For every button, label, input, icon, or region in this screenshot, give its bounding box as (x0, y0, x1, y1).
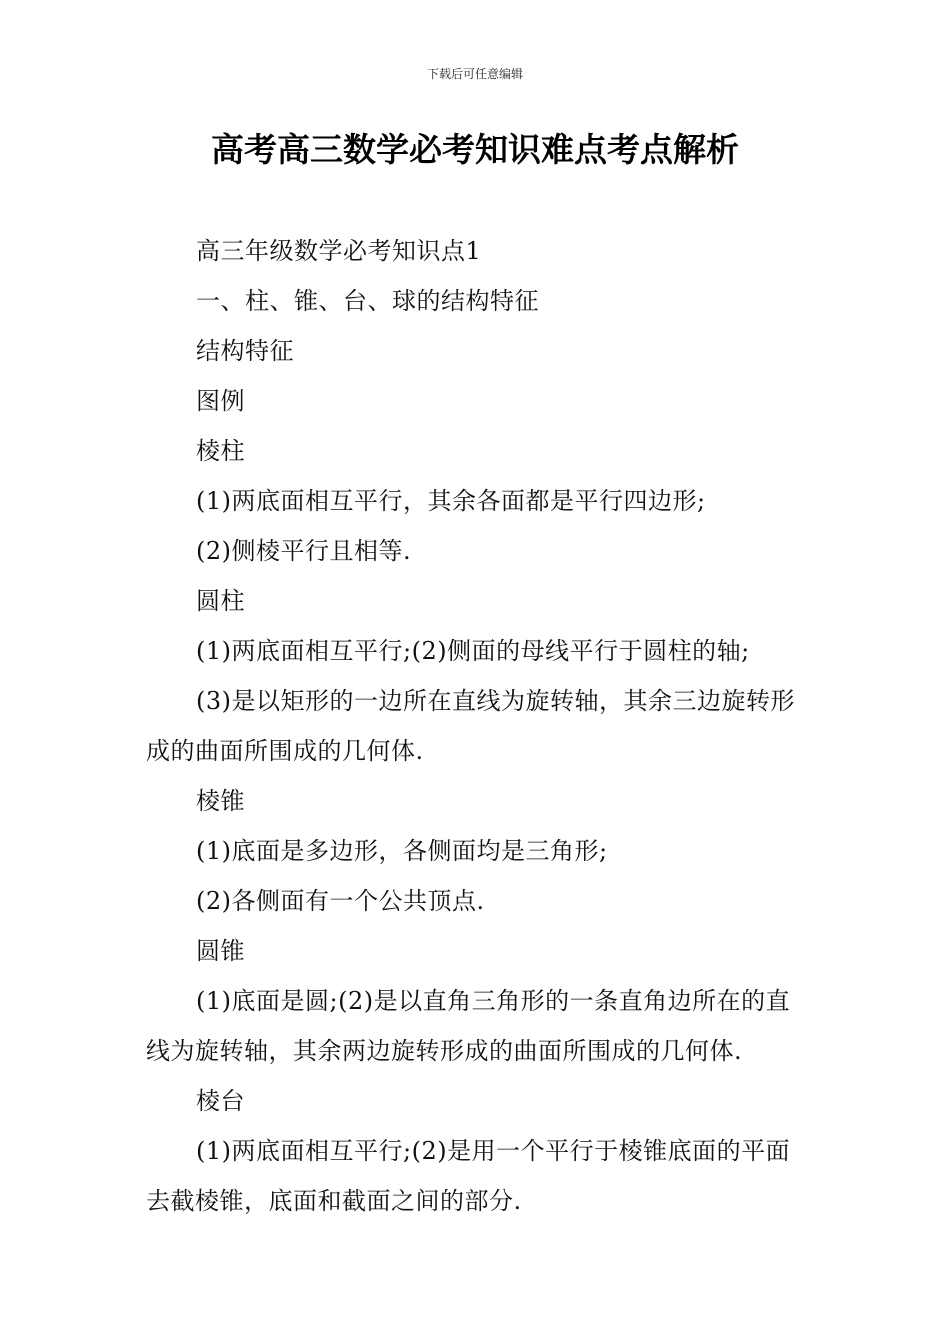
paragraph: (1)两底面相互平行;(2)侧面的母线平行于圆柱的轴; (196, 637, 750, 665)
column-label-features: 结构特征 (196, 337, 294, 365)
paragraph: (2)各侧面有一个公共顶点. (196, 887, 485, 915)
shape-name-cylinder: 圆柱 (196, 587, 245, 615)
paragraph: (1)两底面相互平行，其余各面都是平行四边形; (196, 487, 706, 515)
column-label-legend: 图例 (196, 387, 245, 415)
page-header-note: 下载后可任意编辑 (426, 67, 523, 81)
paragraph: (2)侧棱平行且相等. (196, 537, 412, 565)
document-title: 高考高三数学必考知识难点考点解析 (211, 130, 739, 169)
section-heading: 高三年级数学必考知识点1 (196, 237, 482, 265)
document-body (146, 226, 808, 1226)
paragraph: (1)两底面相互平行;(2)是用一个平行于棱锥底面的平面去截棱锥，底面和截面之间的部分. (146, 1137, 791, 1215)
shape-name-pyramid: 棱锥 (196, 787, 245, 815)
paragraph: (3)是以矩形的一边所在直线为旋转轴，其余三边旋转形成的曲面所围成的几何体. (146, 687, 795, 765)
shape-name-prism: 棱柱 (196, 437, 245, 465)
shape-name-frustum: 棱台 (196, 1087, 245, 1115)
subsection-heading: 一、柱、锥、台、球的结构特征 (196, 287, 539, 315)
paragraph: (1)底面是多边形，各侧面均是三角形; (196, 837, 608, 865)
shape-name-cone: 圆锥 (196, 937, 245, 965)
paragraph: (1)底面是圆;(2)是以直角三角形的一条直角边所在的直线为旋转轴，其余两边旋转形成的曲面所围成的几何体. (146, 987, 791, 1065)
